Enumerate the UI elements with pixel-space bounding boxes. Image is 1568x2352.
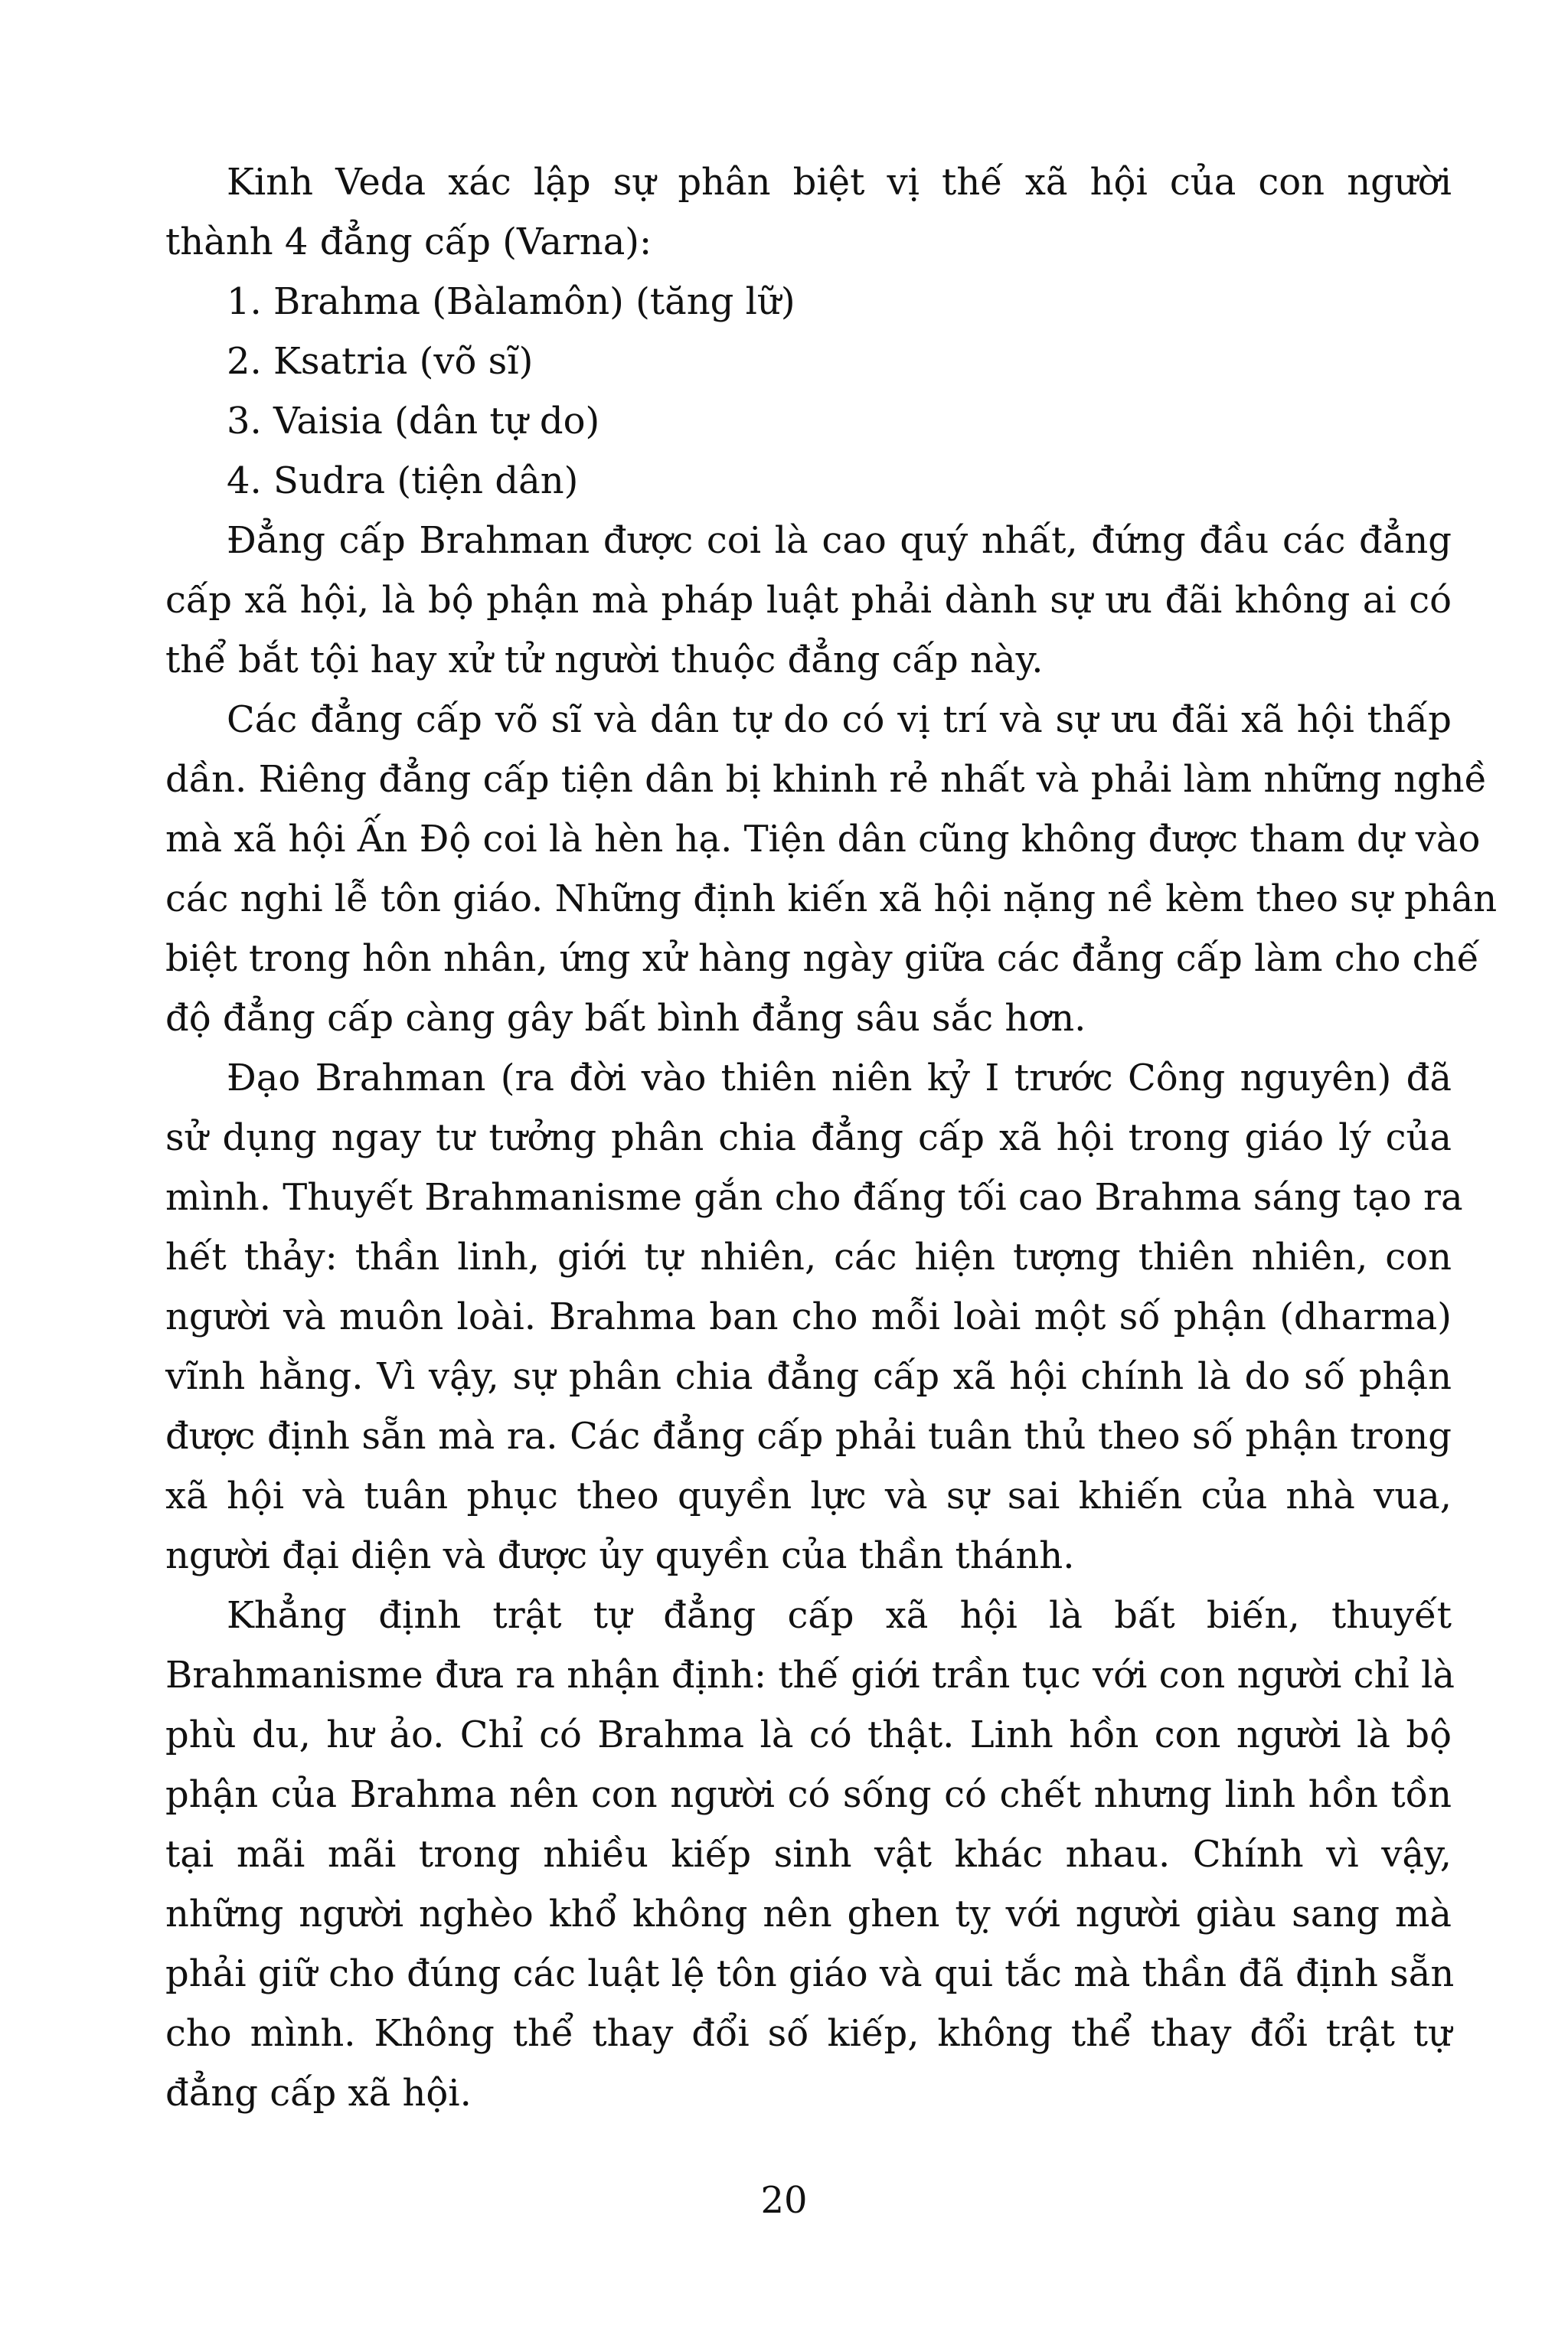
text-line: thành 4 đẳng cấp (Varna): — [165, 220, 652, 263]
list-item: 2. Ksatria (võ sĩ) — [227, 340, 534, 383]
list-item: 3. Vaisia (dân tự do) — [227, 400, 600, 443]
text-line: tại mãi mãi trong nhiều kiếp sinh vật khác nhau. Chính vì vậy, — [165, 1833, 1452, 1876]
text-line: phù du, hư ảo. Chỉ có Brahma là có thật. Linh hồn con người là bộ — [165, 1713, 1452, 1756]
text-line: phải giữ cho đúng các luật lệ tôn giáo và qui tắc mà thần đã định sẵn — [165, 1952, 1455, 1995]
text-line: mình. Thuyết Brahmanisme gắn cho đấng tối cao Brahma sáng tạo ra — [165, 1176, 1463, 1219]
text-line: Đạo Brahman (ra đời vào thiên niên kỷ I trước Công nguyên) đã — [227, 1057, 1452, 1099]
text-line: đẳng cấp xã hội. — [165, 2072, 472, 2115]
text-line: người đại diện và được ủy quyền của thần thánh. — [165, 1534, 1075, 1577]
text-line: Đẳng cấp Brahman được coi là cao quý nhất, đứng đầu các đẳng — [227, 519, 1452, 562]
text-line: sử dụng ngay tư tưởng phân chia đẳng cấp xã hội trong giáo lý của — [165, 1116, 1452, 1159]
text-line: vĩnh hằng. Vì vậy, sự phân chia đẳng cấp xã hội chính là do số phận — [165, 1355, 1452, 1398]
text-line: phận của Brahma nên con người có sống có chết nhưng linh hồn tồn — [165, 1773, 1452, 1816]
text-line: Khẳng định trật tự đẳng cấp xã hội là bất biến, thuyết — [227, 1594, 1452, 1637]
text-line: cho mình. Không thể thay đổi số kiếp, không thể thay đổi trật tự — [165, 2012, 1452, 2055]
text-line: Các đẳng cấp võ sĩ và dân tự do có vị trí và sự ưu đãi xã hội thấp — [227, 698, 1452, 741]
page-number: 20 — [760, 2179, 808, 2222]
text-line: các nghi lễ tôn giáo. Những định kiến xã hội nặng nề kèm theo sự phân — [165, 877, 1498, 920]
text-line: xã hội và tuân phục theo quyền lực và sự sai khiến của nhà vua, — [165, 1475, 1452, 1517]
text-line: cấp xã hội, là bộ phận mà pháp luật phải dành sự ưu đãi không ai có — [165, 579, 1452, 622]
text-line: mà xã hội Ấn Độ coi là hèn hạ. Tiện dân cũng không được tham dự vào — [165, 818, 1481, 861]
text-line: thể bắt tội hay xử tử người thuộc đẳng cấp này. — [165, 639, 1044, 681]
list-item: 4. Sudra (tiện dân) — [227, 459, 579, 502]
text-line: những người nghèo khổ không nên ghen tỵ với người giàu sang mà — [165, 1893, 1452, 1936]
text-line: Brahmanisme đưa ra nhận định: thế giới trần tục với con người chỉ là — [165, 1654, 1455, 1697]
text-line: Kinh Veda xác lập sự phân biệt vị thế xã hội của con người — [227, 161, 1452, 204]
text-line: dần. Riêng đẳng cấp tiện dân bị khinh rẻ nhất và phải làm những nghề — [165, 758, 1488, 801]
list-item: 1. Brahma (Bàlamôn) (tăng lữ) — [227, 280, 795, 323]
text-line: độ đẳng cấp càng gây bất bình đẳng sâu sắc hơn. — [165, 997, 1086, 1040]
text-line: biệt trong hôn nhân, ứng xử hàng ngày giữa các đẳng cấp làm cho chế — [165, 937, 1480, 980]
text-line: được định sẵn mà ra. Các đẳng cấp phải tuân thủ theo số phận trong — [165, 1415, 1452, 1458]
text-line: người và muôn loài. Brahma ban cho mỗi loài một số phận (dharma) — [165, 1295, 1452, 1338]
text-line: hết thảy: thần linh, giới tự nhiên, các hiện tượng thiên nhiên, con — [165, 1236, 1452, 1279]
